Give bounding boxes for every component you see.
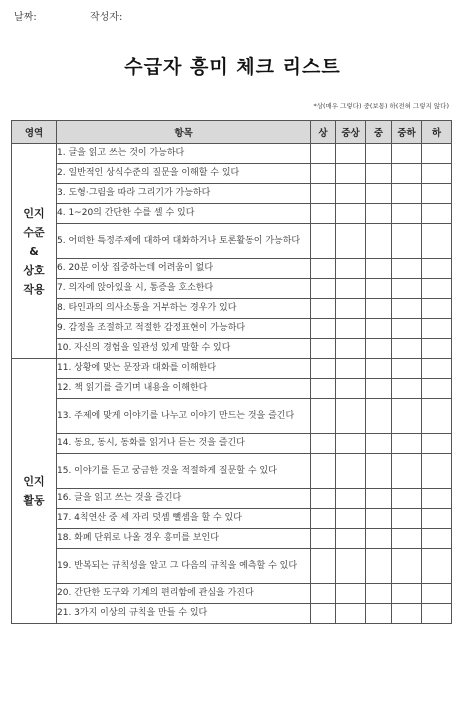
rating-cell-mid-high[interactable] (336, 584, 366, 604)
rating-cell-mid-low[interactable] (392, 604, 422, 624)
table-row (12, 434, 452, 454)
rating-cell-mid-high[interactable] (336, 379, 366, 399)
rating-cell-mid[interactable] (366, 399, 392, 434)
rating-cell-mid-low[interactable] (392, 184, 422, 204)
rating-cell-high[interactable] (311, 454, 336, 489)
rating-cell-mid-low[interactable] (392, 204, 422, 224)
rating-cell-low[interactable] (422, 399, 452, 434)
rating-cell-mid-high[interactable] (336, 359, 366, 379)
rating-cell-low[interactable] (422, 584, 452, 604)
rating-cell-low[interactable] (422, 454, 452, 489)
rating-cell-mid-low[interactable] (392, 434, 422, 454)
item-text: 7. 의자에 앉아있을 시, 통증을 호소한다 (57, 279, 311, 299)
table-row (12, 454, 452, 489)
column-header-high: 상 (311, 121, 336, 144)
item-text: 15. 이야기를 듣고 궁금한 것을 적절하게 질문할 수 있다 (57, 454, 311, 489)
item-text: 14. 동요, 동시, 동화를 읽거나 듣는 것을 즐긴다 (57, 434, 311, 454)
rating-cell-mid-low[interactable] (392, 319, 422, 339)
rating-cell-low[interactable] (422, 204, 452, 224)
table-row (12, 204, 452, 224)
table-row (12, 359, 452, 379)
rating-cell-mid-high[interactable] (336, 204, 366, 224)
rating-cell-high[interactable] (311, 529, 336, 549)
rating-cell-low[interactable] (422, 144, 452, 164)
rating-cell-mid-low[interactable] (392, 144, 422, 164)
rating-cell-mid-low[interactable] (392, 529, 422, 549)
column-header-mid-high: 중상 (336, 121, 366, 144)
table-row (12, 529, 452, 549)
rating-cell-mid[interactable] (366, 224, 392, 259)
rating-cell-mid-high[interactable] (336, 509, 366, 529)
rating-cell-low[interactable] (422, 184, 452, 204)
rating-cell-mid[interactable] (366, 379, 392, 399)
item-text: 11. 상황에 맞는 문장과 대화를 이해한다 (57, 359, 311, 379)
author-label: 작성자: (90, 12, 123, 23)
rating-cell-high[interactable] (311, 339, 336, 359)
rating-cell-mid-high[interactable] (336, 489, 366, 509)
rating-cell-high[interactable] (311, 509, 336, 529)
rating-cell-mid-high[interactable] (336, 319, 366, 339)
rating-cell-low[interactable] (422, 359, 452, 379)
rating-cell-mid[interactable] (366, 529, 392, 549)
rating-cell-mid-high[interactable] (336, 224, 366, 259)
rating-cell-low[interactable] (422, 339, 452, 359)
rating-cell-mid[interactable] (366, 204, 392, 224)
item-text: 4. 1~20의 간단한 수를 셀 수 있다 (57, 204, 311, 224)
rating-cell-mid[interactable] (366, 509, 392, 529)
rating-cell-mid[interactable] (366, 184, 392, 204)
rating-cell-mid-low[interactable] (392, 379, 422, 399)
column-header-low: 하 (422, 121, 452, 144)
rating-cell-high[interactable] (311, 184, 336, 204)
area-cell: 인지 활동 (12, 359, 57, 624)
rating-cell-mid[interactable] (366, 259, 392, 279)
rating-cell-high[interactable] (311, 434, 336, 454)
date-label: 날짜: (14, 12, 37, 23)
rating-cell-low[interactable] (422, 224, 452, 259)
rating-cell-high[interactable] (311, 224, 336, 259)
rating-cell-mid-high[interactable] (336, 399, 366, 434)
rating-cell-mid[interactable] (366, 434, 392, 454)
item-text: 10. 자신의 경험을 일관성 있게 말할 수 있다 (57, 339, 311, 359)
table-row (12, 279, 452, 299)
table-row (12, 144, 452, 164)
item-text: 13. 주제에 맞게 이야기를 나누고 이야기 만드는 것을 즐긴다 (57, 399, 311, 434)
rating-cell-mid[interactable] (366, 279, 392, 299)
rating-cell-high[interactable] (311, 489, 336, 509)
rating-cell-high[interactable] (311, 604, 336, 624)
table-row (12, 184, 452, 204)
rating-cell-mid-low[interactable] (392, 584, 422, 604)
rating-cell-mid-high[interactable] (336, 549, 366, 584)
item-text: 1. 글을 읽고 쓰는 것이 가능하다 (57, 144, 311, 164)
rating-cell-mid[interactable] (366, 489, 392, 509)
rating-cell-mid-high[interactable] (336, 144, 366, 164)
rating-cell-high[interactable] (311, 164, 336, 184)
rating-cell-high[interactable] (311, 319, 336, 339)
rating-cell-mid[interactable] (366, 319, 392, 339)
rating-cell-mid[interactable] (366, 584, 392, 604)
rating-cell-mid-high[interactable] (336, 279, 366, 299)
checklist-body (12, 144, 452, 624)
rating-cell-mid-high[interactable] (336, 259, 366, 279)
rating-cell-high[interactable] (311, 584, 336, 604)
rating-cell-mid-low[interactable] (392, 339, 422, 359)
table-row (12, 319, 452, 339)
rating-cell-mid-low[interactable] (392, 259, 422, 279)
rating-cell-mid-high[interactable] (336, 604, 366, 624)
table-row (12, 379, 452, 399)
table-row (12, 339, 452, 359)
table-row (12, 584, 452, 604)
item-text: 3. 도형·그림을 따라 그리기가 가능하다 (57, 184, 311, 204)
rating-cell-high[interactable] (311, 549, 336, 584)
rating-cell-mid-high[interactable] (336, 164, 366, 184)
rating-cell-mid-high[interactable] (336, 184, 366, 204)
rating-cell-low[interactable] (422, 549, 452, 584)
item-text: 17. 4칙연산 중 세 자리 덧셈 뺄셈을 할 수 있다 (57, 509, 311, 529)
rating-cell-low[interactable] (422, 604, 452, 624)
rating-cell-low[interactable] (422, 259, 452, 279)
rating-cell-mid-low[interactable] (392, 549, 422, 584)
interest-checklist-table (11, 120, 452, 624)
rating-cell-mid-low[interactable] (392, 224, 422, 259)
rating-cell-mid[interactable] (366, 339, 392, 359)
rating-cell-mid[interactable] (366, 604, 392, 624)
rating-cell-mid-high[interactable] (336, 529, 366, 549)
rating-cell-high[interactable] (311, 259, 336, 279)
rating-cell-mid-low[interactable] (392, 359, 422, 379)
table-row (12, 259, 452, 279)
rating-cell-mid[interactable] (366, 549, 392, 584)
rating-cell-mid[interactable] (366, 164, 392, 184)
item-text: 5. 어떠한 특정주제에 대하여 대화하거나 토론활동이 가능하다 (57, 224, 311, 259)
rating-cell-mid-low[interactable] (392, 454, 422, 489)
column-header-mid: 중 (366, 121, 392, 144)
page-title: 수급자 흥미 체크 리스트 (124, 56, 341, 78)
item-text: 21. 3가지 이상의 규칙을 만들 수 있다 (57, 604, 311, 624)
rating-cell-low[interactable] (422, 489, 452, 509)
rating-cell-mid-low[interactable] (392, 399, 422, 434)
table-row (12, 399, 452, 434)
table-row (12, 224, 452, 259)
rating-cell-mid[interactable] (366, 299, 392, 319)
table-row (12, 604, 452, 624)
rating-cell-low[interactable] (422, 434, 452, 454)
header-row (12, 121, 452, 144)
rating-cell-mid-low[interactable] (392, 164, 422, 184)
table-row (12, 299, 452, 319)
rating-cell-high[interactable] (311, 399, 336, 434)
rating-cell-low[interactable] (422, 164, 452, 184)
rating-cell-mid-high[interactable] (336, 339, 366, 359)
rating-cell-mid-low[interactable] (392, 279, 422, 299)
table-row (12, 164, 452, 184)
table-row (12, 509, 452, 529)
rating-cell-low[interactable] (422, 379, 452, 399)
rating-cell-low[interactable] (422, 299, 452, 319)
area-cell: 인지 수준 & 상호 작용 (12, 144, 57, 359)
rating-cell-mid-high[interactable] (336, 434, 366, 454)
rating-cell-high[interactable] (311, 144, 336, 164)
rating-cell-mid[interactable] (366, 144, 392, 164)
rating-cell-low[interactable] (422, 509, 452, 529)
rating-cell-mid[interactable] (366, 454, 392, 489)
item-text: 9. 감정을 조절하고 적절한 감정표현이 가능하다 (57, 319, 311, 339)
item-text: 8. 타인과의 의사소통을 거부하는 경우가 있다 (57, 299, 311, 319)
rating-cell-low[interactable] (422, 279, 452, 299)
item-text: 2. 일반적인 상식수준의 질문을 이해할 수 있다 (57, 164, 311, 184)
item-text: 18. 화폐 단위로 나올 경우 흥미를 보인다 (57, 529, 311, 549)
item-text: 12. 책 읽기를 즐기며 내용을 이해한다 (57, 379, 311, 399)
rating-cell-mid-low[interactable] (392, 489, 422, 509)
rating-cell-mid-high[interactable] (336, 299, 366, 319)
item-text: 6. 20분 이상 집중하는데 어려움이 없다 (57, 259, 311, 279)
item-text: 20. 간단한 도구와 기계의 편리함에 관심을 가진다 (57, 584, 311, 604)
column-header-area: 영역 (12, 121, 57, 144)
item-text: 16. 글을 읽고 쓰는 것을 즐긴다 (57, 489, 311, 509)
item-text: 19. 반복되는 규칙성을 알고 그 다음의 규칙을 예측할 수 있다 (57, 549, 311, 584)
rating-cell-high[interactable] (311, 359, 336, 379)
column-header-item: 항목 (57, 121, 311, 144)
rating-cell-mid-low[interactable] (392, 509, 422, 529)
table-row (12, 549, 452, 584)
rating-cell-high[interactable] (311, 379, 336, 399)
rating-cell-mid-low[interactable] (392, 299, 422, 319)
rating-cell-low[interactable] (422, 319, 452, 339)
rating-cell-high[interactable] (311, 279, 336, 299)
rating-cell-mid-high[interactable] (336, 454, 366, 489)
table-row (12, 489, 452, 509)
rating-legend: *상(매우 그렇다) 중(보통) 하(전혀 그렇지 않다) (313, 102, 449, 110)
rating-cell-high[interactable] (311, 204, 336, 224)
column-header-mid-low: 중하 (392, 121, 422, 144)
rating-cell-high[interactable] (311, 299, 336, 319)
rating-cell-low[interactable] (422, 529, 452, 549)
rating-cell-mid[interactable] (366, 359, 392, 379)
